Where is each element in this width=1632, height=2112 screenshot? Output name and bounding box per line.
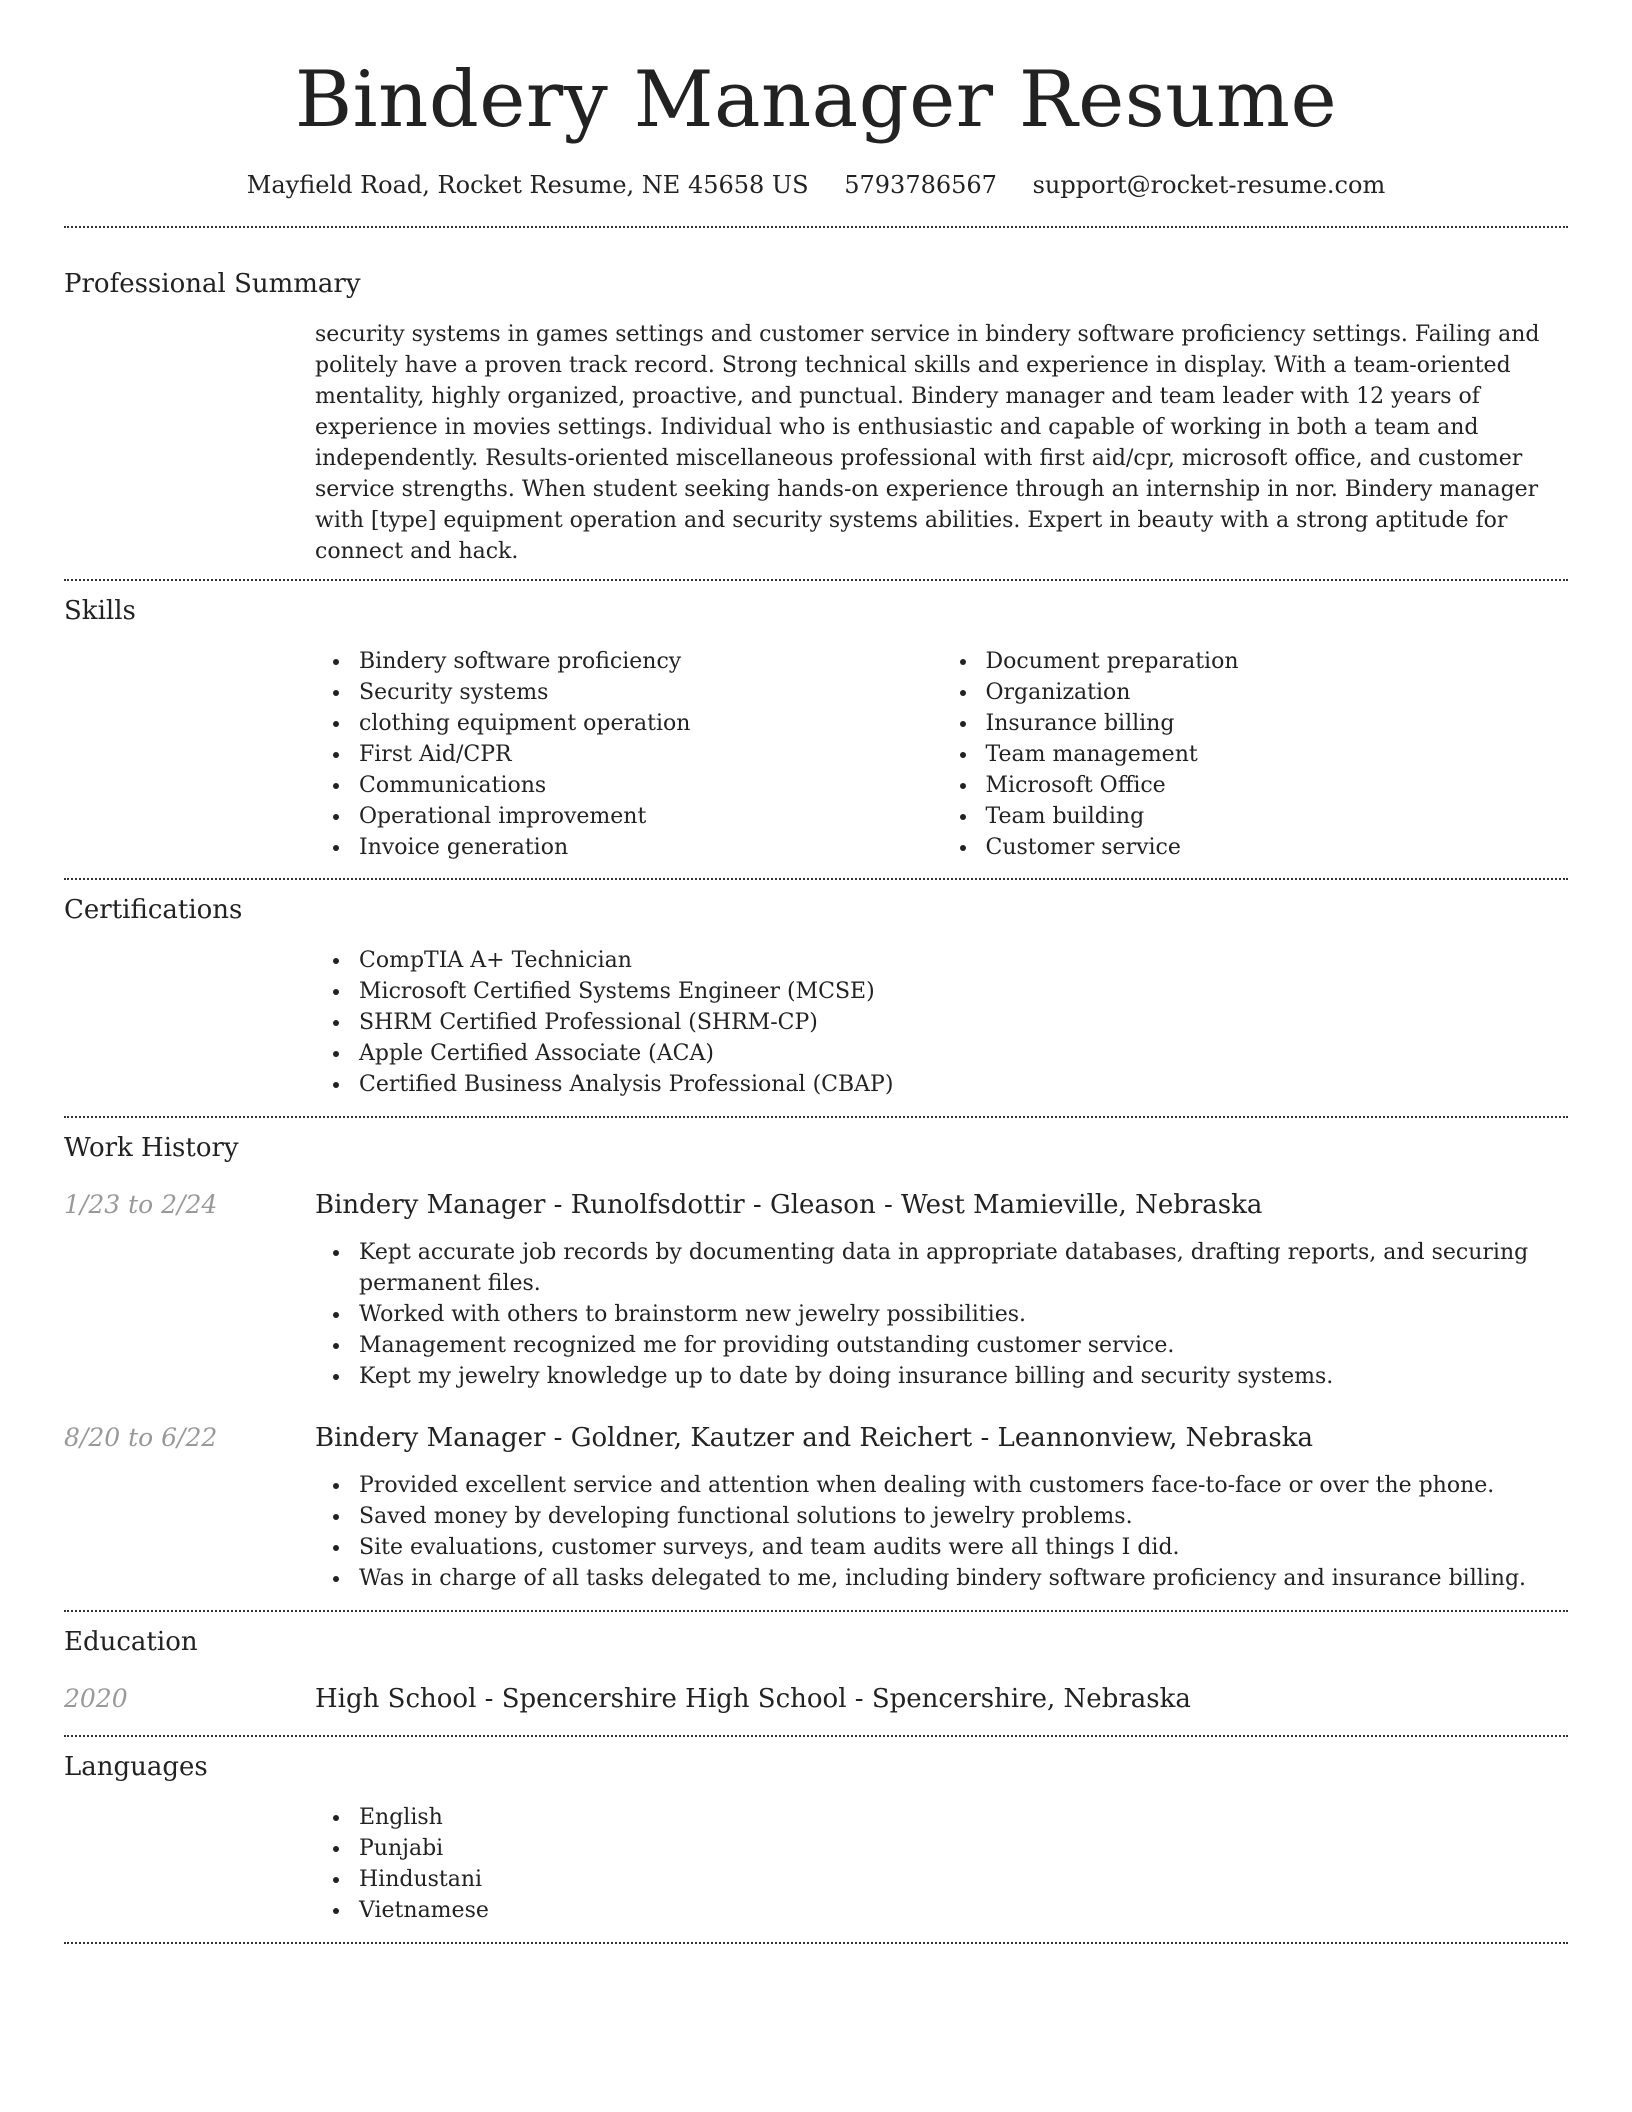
list-item: clothing equipment operation (315, 708, 942, 739)
certifications-list (315, 945, 1568, 1100)
job-entry-header (64, 1187, 1568, 1223)
job-date: 8/20 to 6/22 (64, 1423, 218, 1452)
list-item: CompTIA A+ Technician (315, 945, 1568, 976)
job-title: Bindery Manager - Goldner, Kautzer and Reichert - Leannonview, Nebraska (315, 1423, 1313, 1453)
list-item: Organization (942, 677, 1569, 708)
education-section (64, 1624, 1568, 1717)
divider (64, 579, 1568, 581)
summary-text: security systems in games settings and customer service in bindery software proficiency settings. Failing and politely have a proven track record. Strong technical skills and experience in display. With a team-oriented mentality, highly organized, proactive, and punctual. Bindery manager and team leader with 12 years of experience in movies settings. Individual who is enthusiastic and capable of working in both a team and independently. Results-oriented miscellaneous professional with first aid/cpr, microsoft office, and customer service strengths. When student seeking hands-on experience through an internship in nor. Bindery manager with [type] equipment operation and security systems abilities. Expert in beauty with a strong aptitude for connect and hack. (315, 322, 1540, 564)
divider (64, 878, 1568, 880)
divider (64, 1942, 1568, 1944)
skills-section (64, 593, 1568, 863)
job-bullets (315, 1237, 1568, 1392)
education-date: 2020 (64, 1684, 128, 1713)
section-heading-summary: Professional Summary (64, 269, 361, 299)
summary-section (64, 266, 1568, 567)
skills-list-left (315, 646, 942, 863)
list-item: Customer service (942, 832, 1569, 863)
list-item: Security systems (315, 677, 942, 708)
list-item: Provided excellent service and attention when dealing with customers face-to-face or over the phone. (315, 1470, 1568, 1501)
job-date: 1/23 to 2/24 (64, 1190, 218, 1219)
list-item: Operational improvement (315, 801, 942, 832)
list-item: Bindery software proficiency (315, 646, 942, 677)
contact-email: support@rocket-resume.com (1032, 171, 1386, 199)
list-item: Microsoft Office (942, 770, 1569, 801)
list-item: English (315, 1802, 1568, 1833)
list-item: Kept my jewelry knowledge up to date by doing insurance billing and security systems. (315, 1361, 1568, 1392)
list-item: Communications (315, 770, 942, 801)
list-item: Kept accurate job records by documenting data in appropriate databases, drafting reports, and securing permanent files. (315, 1237, 1568, 1299)
job-title: Bindery Manager - Runolfsdottir - Gleason - West Mamieville, Nebraska (315, 1190, 1263, 1220)
certifications-section (64, 892, 1568, 1100)
list-item: Vietnamese (315, 1895, 1568, 1926)
list-item: Team management (942, 739, 1569, 770)
work-section (64, 1130, 1568, 1594)
section-heading-education: Education (64, 1627, 198, 1657)
list-item: Team building (942, 801, 1569, 832)
list-item: SHRM Certified Professional (SHRM-CP) (315, 1007, 1568, 1038)
contact-address: Mayfield Road, Rocket Resume, NE 45658 US (246, 171, 809, 199)
list-item: Was in charge of all tasks delegated to me, including bindery software proficiency and insurance billing. (315, 1563, 1568, 1594)
languages-section (64, 1749, 1568, 1926)
education-title: High School - Spencershire High School - Spencershire, Nebraska (315, 1684, 1191, 1714)
job-entry-header (64, 1420, 1568, 1456)
divider (64, 1735, 1568, 1737)
list-item: Invoice generation (315, 832, 942, 863)
section-heading-languages: Languages (64, 1752, 208, 1782)
list-item: Punjabi (315, 1833, 1568, 1864)
list-item: First Aid/CPR (315, 739, 942, 770)
languages-list (315, 1802, 1568, 1926)
page-title: Bindery Manager Resume (294, 55, 1338, 145)
list-item: Site evaluations, customer surveys, and team audits were all things I did. (315, 1532, 1568, 1563)
list-item: Management recognized me for providing outstanding customer service. (315, 1330, 1568, 1361)
list-item: Hindustani (315, 1864, 1568, 1895)
contact-line (64, 168, 1568, 202)
list-item: Microsoft Certified Systems Engineer (MCSE) (315, 976, 1568, 1007)
job-bullets (315, 1470, 1568, 1594)
skills-grid (315, 646, 1568, 863)
section-heading-certifications: Certifications (64, 895, 243, 925)
section-heading-skills: Skills (64, 596, 136, 626)
list-item: Saved money by developing functional solutions to jewelry problems. (315, 1501, 1568, 1532)
list-item: Apple Certified Associate (ACA) (315, 1038, 1568, 1069)
contact-phone: 5793786567 (844, 171, 997, 199)
list-item: Insurance billing (942, 708, 1569, 739)
skills-list-right (942, 646, 1569, 863)
divider (64, 226, 1568, 228)
list-item: Worked with others to brainstorm new jewelry possibilities. (315, 1299, 1568, 1330)
divider (64, 1116, 1568, 1118)
section-heading-work: Work History (64, 1133, 239, 1163)
divider (64, 1610, 1568, 1612)
list-item: Certified Business Analysis Professional (CBAP) (315, 1069, 1568, 1100)
list-item: Document preparation (942, 646, 1569, 677)
education-entry (64, 1681, 1568, 1717)
